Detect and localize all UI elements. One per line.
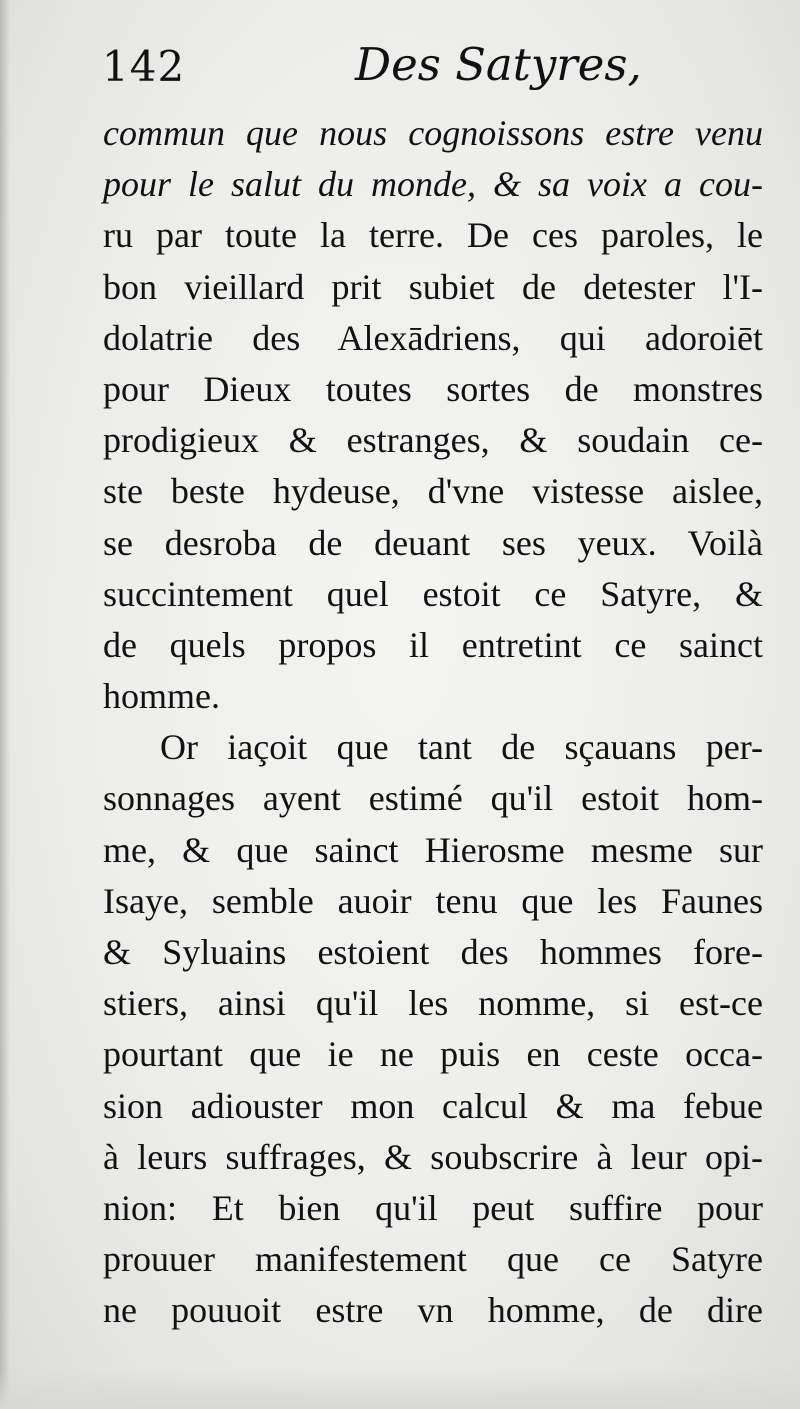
text-line: sion adiouster mon calcul & ma febue xyxy=(103,1085,763,1126)
text-line: stiers, ainsi qu'il les nomme, si est-ce xyxy=(103,983,763,1024)
page-header xyxy=(100,38,780,102)
text-line: à leurs suffrages, & soubscrire à leur opi- xyxy=(103,1136,763,1177)
text-line-paragraph-start: Or iaçoit que tant de sçauans per- xyxy=(160,727,763,768)
text-line: homme. xyxy=(103,676,220,717)
body-text xyxy=(103,108,763,1337)
text-line: Isaye, semble auoir tenu que les Faunes xyxy=(103,880,763,921)
text-line: sonnages ayent estimé qu'il estoit hom- xyxy=(103,778,763,819)
text-line: pour Dieux toutes sortes de monstres xyxy=(103,368,763,409)
text-line: & Syluains estoient des hommes fore- xyxy=(103,932,763,972)
text-line: ste beste hydeuse, d'vne vistesse aislee, xyxy=(103,471,763,512)
text-line: se desroba de deuant ses yeux. Voilà xyxy=(103,522,763,563)
page-edge-shadow-left xyxy=(0,0,10,1409)
text-line: dolatrie des Alexādriens, qui adoroiēt xyxy=(103,317,763,358)
text-line: commun que nous cognoissons estre venu xyxy=(103,113,763,153)
page-number: 142 xyxy=(102,42,186,91)
page-edge-shadow-bottom xyxy=(0,1369,800,1409)
text-line: ru par toute la terre. De ces paroles, le xyxy=(103,215,763,256)
text-line: me, & que sainct Hierosme mesme sur xyxy=(103,829,763,870)
text-line: prodigieux & estranges, & soudain ce- xyxy=(103,420,763,461)
text-line: succintement quel estoit ce Satyre, & xyxy=(103,573,763,614)
text-line: ne pouuoit estre vn homme, de dire xyxy=(103,1290,763,1331)
text-line: bon vieillard prit subiet de detester l'I- xyxy=(103,266,763,307)
text-line: pourtant que ie ne puis en ceste occa- xyxy=(103,1034,763,1075)
running-title: Des Satyres, xyxy=(355,38,642,91)
text-line: nion: Et bien qu'il peut suffire pour xyxy=(103,1187,763,1228)
text-line: prouuer manifestement que ce Satyre xyxy=(103,1239,763,1280)
text-line: pour le salut du monde, & sa voix a cou- xyxy=(103,164,763,205)
text-line: de quels propos il entretint ce sainct xyxy=(103,624,763,665)
